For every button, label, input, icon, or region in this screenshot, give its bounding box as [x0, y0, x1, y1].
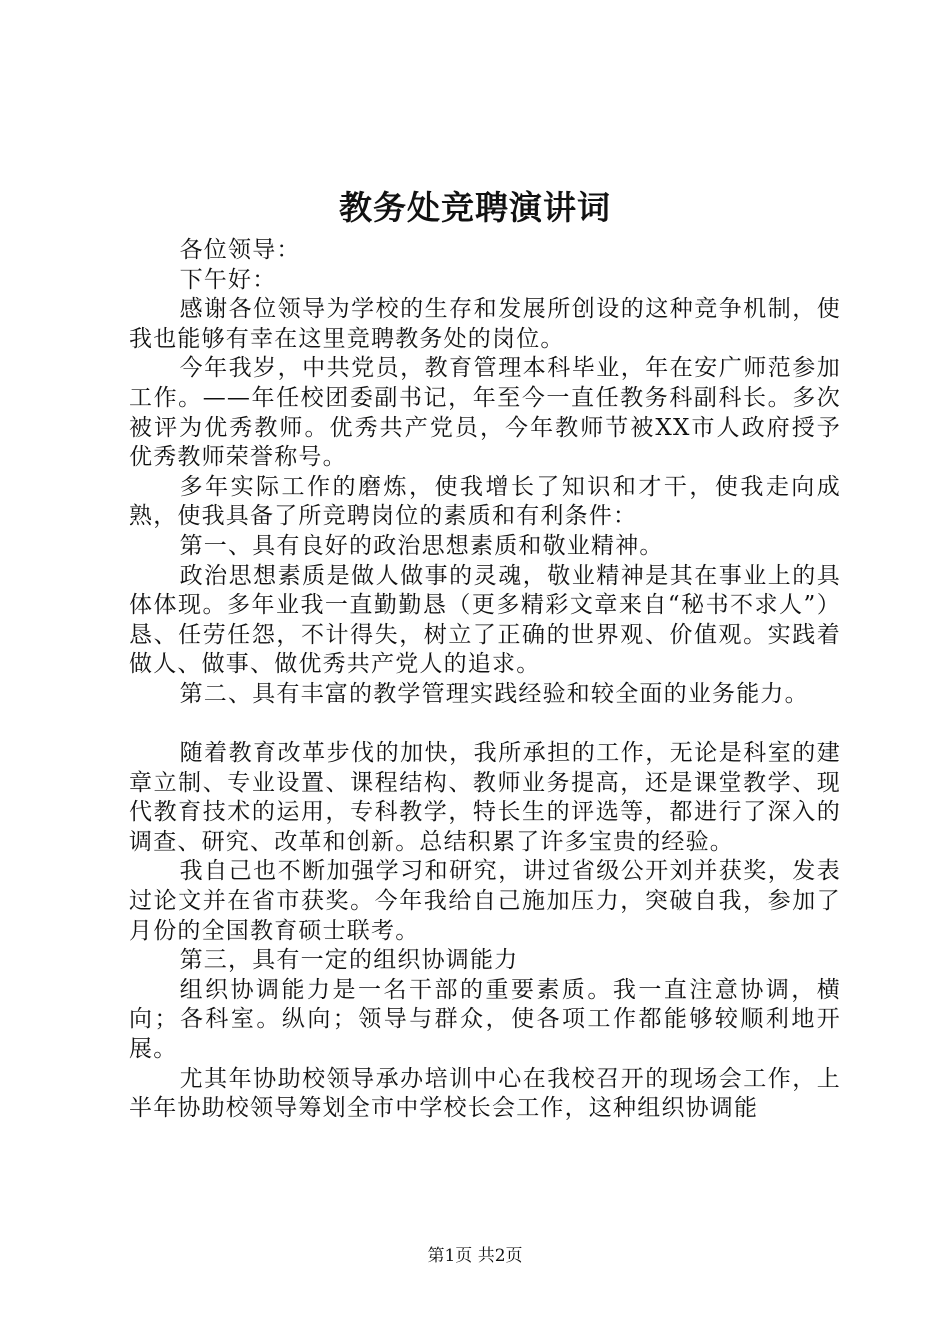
- paragraph: 感谢各位领导为学校的生存和发展所创设的这种竞争机制，使我也能够有幸在这里竞聘教务处的岗位。: [129, 296, 841, 352]
- paragraph: 尤其年协助校领导承办培训中心在我校召开的现场会工作，上半年协助校领导筹划全市中学校长会工作，这种组织协调能: [129, 1065, 841, 1122]
- paragraph: 我自己也不断加强学习和研究，讲过省级公开刘并获奖，发表过论文并在省市获奖。今年我给自己施加压力，突破自我，参加了月份的全国教育硕士联考。: [129, 858, 841, 944]
- section-heading-1: 第一、具有良好的政治思想素质和敬业精神。: [179, 532, 664, 559]
- paragraph: 多年实际工作的磨炼，使我增长了知识和才干，使我走向成熟，使我具备了所竞聘岗位的素质和有利条件：: [129, 473, 841, 530]
- document-body: [129, 236, 841, 1124]
- paragraph-greeting: 下午好：: [179, 266, 277, 293]
- section-heading-3: 第三，具有一定的组织协调能力: [179, 947, 519, 974]
- page-number-footer: 第1页 共2页: [427, 1246, 523, 1266]
- section-heading-2: 第二、具有丰富的教学管理实践经验和较全面的业务能力。: [179, 680, 809, 707]
- paragraph: 今年我岁，中共党员，教育管理本科毕业，年在安广师范参加工作。——年任校团委副书记，年至今一直任教务科副科长。多次被评为优秀教师。优秀共产党员，今年教师节被XX市人政府授予优秀教师荣誉称号。: [129, 355, 841, 471]
- paragraph: 随着教育改革步伐的加快，我所承担的工作，无论是科室的建章立制、专业设置、课程结构、教师业务提高，还是课堂教学、现代教育技术的运用，专科教学，特长生的评选等，都进行了深入的调查、研究、改革和创新。总结积累了许多宝贵的经验。: [129, 740, 841, 855]
- paragraph: 政治思想素质是做人做事的灵魂，敬业精神是其在事业上的具体体现。多年业我一直勤勤恳（更多精彩文章来自“秘书不求人”）恳、任劳任怨，不计得失，树立了正确的世界观、价值观。实践着做人、做事、做优秀共产党人的追求。: [129, 562, 841, 678]
- document-title: 教务处竞聘演讲词: [339, 188, 611, 227]
- paragraph-salutation: 各位领导：: [179, 237, 301, 263]
- paragraph: 组织协调能力是一名干部的重要素质。我一直注意协调，横向；各科室。纵向；领导与群众，使各项工作都能够较顺利地开展。: [129, 976, 841, 1063]
